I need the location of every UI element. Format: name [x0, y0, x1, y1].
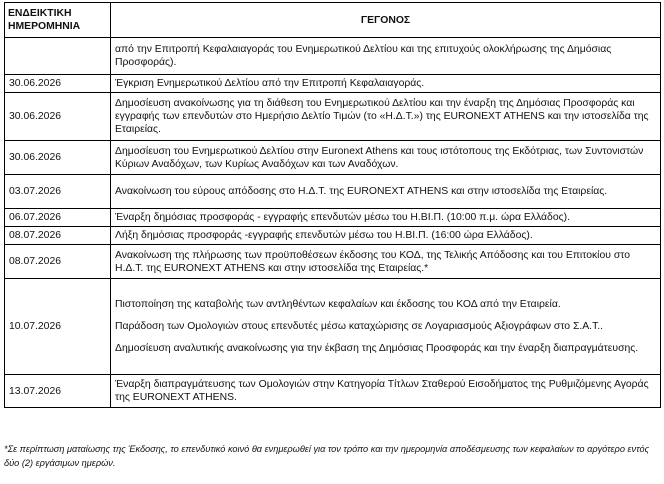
header-row	[5, 3, 661, 38]
timetable-container	[4, 2, 660, 408]
event-text: Δημοσίευση του Ενημερωτικού Δελτίου στην Euronext Athens και τους ιστότοπους της Εκδότριας, των Συντονιστών Κύριων Αναδόχων, των Κυρίως Αναδόχων και των Αναδόχων.	[115, 145, 644, 170]
event-text: από την Επιτροπή Κεφαλαιαγοράς του Ενημερωτικού Δελτίου και της επιτυχούς ολοκλήρωσης της Δημόσιας Προσφοράς).	[115, 44, 612, 68]
event-text: Ανακοίνωση της πλήρωσης των προϋποθέσεων έκδοσης του ΚΟΔ, της Τελικής Απόδοσης και του Επιτοκίου στο Η.Δ.Τ. της EURONEXT ATHENS και στην ιστοσελίδα της Εταιρείας.*	[115, 249, 630, 274]
event-text: Δημοσίευση αναλυτικής ανακοίνωσης για την έκβαση της Δημόσιας Προσφοράς και την έναρξη διαπραγμάτευσης.	[115, 343, 639, 354]
event-column-header: ΓΕΓΟΝΟΣ	[111, 3, 661, 38]
row-date	[5, 38, 111, 75]
table-row	[5, 245, 661, 279]
table-row	[5, 141, 661, 175]
row-event	[111, 75, 661, 93]
event-text: Δημοσίευση ανακοίνωσης για τη διάθεση του Ενημερωτικού Δελτίου και την έναρξη της Δημόσιας Προσφοράς και εγγραφής των επενδυτών στο Ημερήσιο Δελτίο Τιμών (το «Η.Δ.Τ.») της EURONEXT ATHENS και την ιστοσελίδα της Εταιρείας.	[115, 98, 649, 135]
event-text: Έναρξη διαπραγμάτευσης των Ομολογιών στην Κατηγορία Τίτλων Σταθερού Εισοδήματος της Ρυθμιζόμενης Αγοράς της EURONEXT ATHENS.	[115, 379, 649, 403]
row-event	[111, 227, 661, 245]
row-date: 30.06.2026	[5, 93, 111, 141]
table-row	[5, 279, 661, 375]
row-event	[111, 209, 661, 227]
row-date: 06.07.2026	[5, 209, 111, 227]
event-text: Λήξη δημόσιας προσφοράς -εγγραφής επενδυτών μέσω του Η.ΒΙ.Π. (16:00 ώρα Ελλάδος).	[115, 230, 533, 241]
row-event	[111, 175, 661, 209]
event-text: Έγκριση Ενημερωτικού Δελτίου από την Επιτροπή Κεφαλαιαγοράς.	[115, 78, 425, 89]
table-row	[5, 209, 661, 227]
row-date: 13.07.2026	[5, 375, 111, 408]
row-date: 30.06.2026	[5, 75, 111, 93]
table-row	[5, 375, 661, 408]
row-date: 08.07.2026	[5, 245, 111, 279]
row-event	[111, 245, 661, 279]
event-text: Ανακοίνωση του εύρους απόδοσης στο Η.Δ.Τ. της EURONEXT ATHENS και στην ιστοσελίδα της Εταιρείας.	[115, 186, 608, 197]
row-event	[111, 38, 661, 75]
row-date: 30.06.2026	[5, 141, 111, 175]
timetable-body	[5, 38, 661, 408]
event-text: Παράδοση των Ομολογιών στους επενδυτές μέσω καταχώρισης σε Λογαριασμούς Αξιογράφων στο Σ.Α.Τ..	[115, 321, 604, 332]
footnote: *Σε περίπτωση ματαίωσης της Έκδοσης, το επενδυτικό κοινό θα ενημερωθεί για τον τρόπο και την ημερομηνία αποδέσμευσης των κεφαλαίων το αργότερο εντός δύο (2) εργάσιμων ημερών.	[4, 444, 650, 468]
row-date: 03.07.2026	[5, 175, 111, 209]
table-row	[5, 93, 661, 141]
date-column-header: ΕΝΔΕΙΚΤΙΚΗ ΗΜΕΡΟΜΗΝΙΑ	[5, 3, 111, 38]
table-row	[5, 175, 661, 209]
row-date: 10.07.2026	[5, 279, 111, 375]
table-row	[5, 38, 661, 75]
row-event	[111, 93, 661, 141]
row-event	[111, 141, 661, 175]
timetable	[4, 2, 661, 408]
row-date: 08.07.2026	[5, 227, 111, 245]
table-row	[5, 75, 661, 93]
row-event	[111, 279, 661, 375]
event-text: Πιστοποίηση της καταβολής των αντληθέντων κεφαλαίων και έκδοσης του ΚΟΔ από την Εταιρεία.	[115, 299, 561, 310]
table-row	[5, 227, 661, 245]
row-event	[111, 375, 661, 408]
event-text: Έναρξη δημόσιας προσφοράς - εγγραφής επενδυτών μέσω του Η.ΒΙ.Π. (10:00 π.μ. ώρα Ελλάδος).	[115, 212, 570, 223]
